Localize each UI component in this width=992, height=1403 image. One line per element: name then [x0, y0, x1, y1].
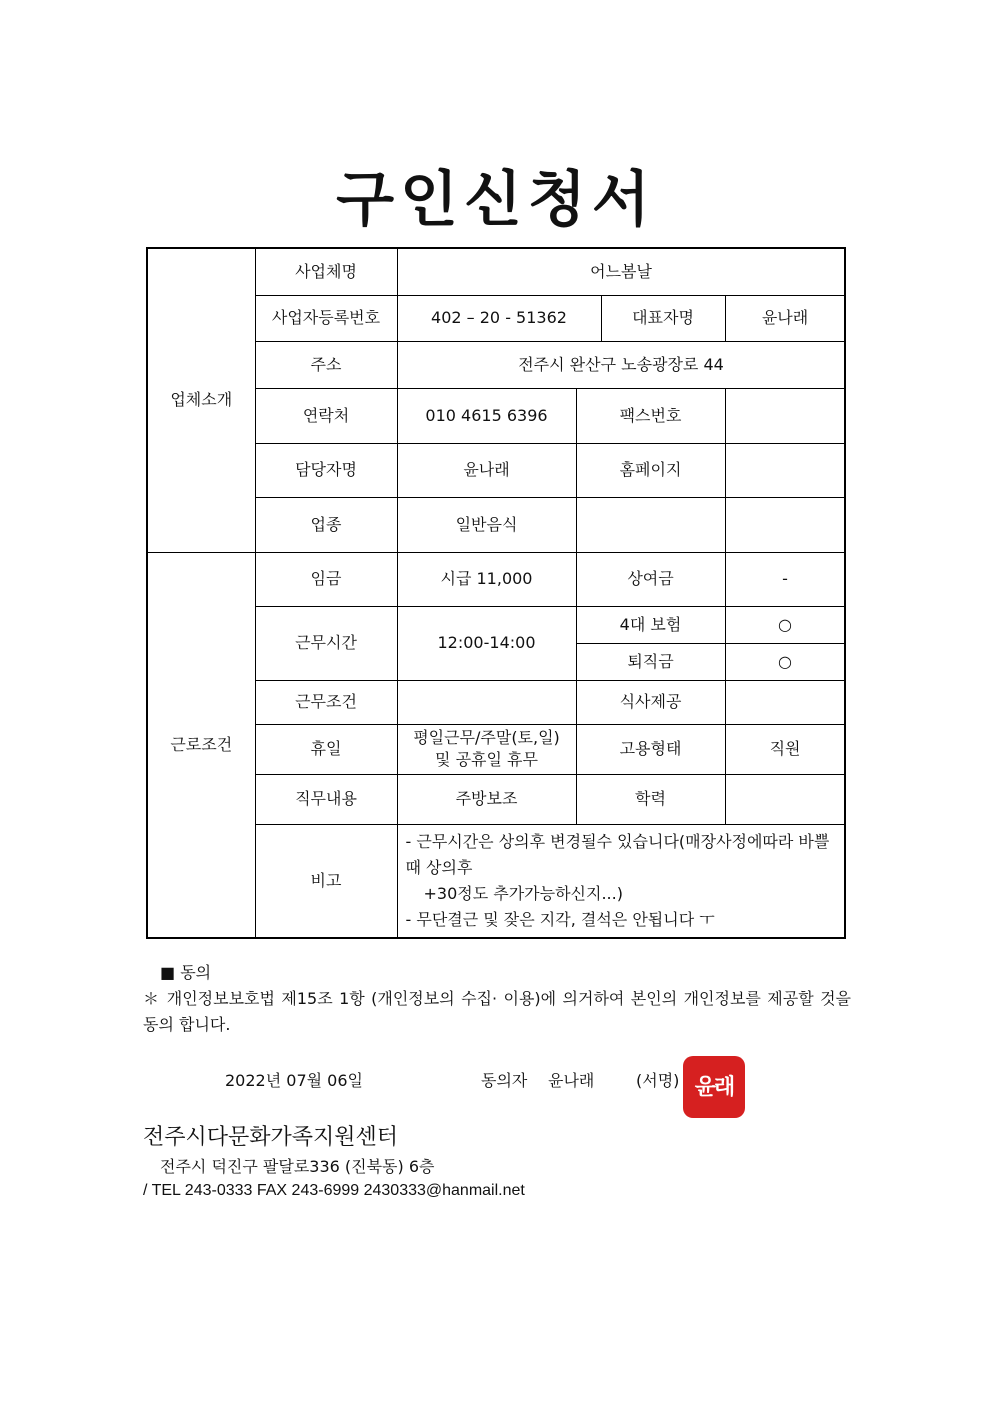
- remarks-value: [397, 824, 845, 938]
- center-name: 전주시다문화가족지원센터: [143, 1125, 399, 1150]
- work-conditions-label: 근무조건: [255, 680, 397, 724]
- work-hours-label: 근무시간: [255, 606, 397, 680]
- holiday-value: [397, 724, 576, 774]
- industry-value: 일반음식: [397, 497, 576, 552]
- conditions-section-label: 근로조건: [147, 552, 255, 938]
- fax-value: [725, 388, 845, 443]
- signature-seal-icon: 윤래: [683, 1056, 745, 1118]
- registration-number-value: 402 – 20 - 51362: [397, 295, 601, 341]
- bonus-value: -: [725, 552, 845, 606]
- insurance-value: ○: [725, 606, 845, 643]
- empty-cell: [576, 497, 725, 552]
- work-hours-value: 12:00-14:00: [397, 606, 576, 680]
- center-contact: / TEL 243-0333 FAX 243-6999 2430333@hanmail.net: [143, 1182, 525, 1199]
- wage-value: 시급 11,000: [397, 552, 576, 606]
- insurance-label: 4대 보험: [576, 606, 725, 643]
- wage-label: 임금: [255, 552, 397, 606]
- meal-value: [725, 680, 845, 724]
- signer-label: 동의자: [481, 1071, 528, 1090]
- empty-cell: [725, 497, 845, 552]
- fax-label: 팩스번호: [576, 388, 725, 443]
- consent-text: ＊ 개인정보보호법 제15조 1항 (개인정보의 수집· 이용)에 의거하여 본인의 개인정보를 제공할 것을 동의 합니다.: [143, 989, 851, 1034]
- address-value: 전주시 완산구 노송광장로 44: [397, 341, 845, 388]
- business-name-label: 사업체명: [255, 248, 397, 295]
- work-conditions-value: [397, 680, 576, 724]
- consent-date: 2022년 07월 06일: [225, 1071, 363, 1090]
- duty-label: 직무내용: [255, 774, 397, 824]
- business-name-value: 어느봄날: [397, 248, 845, 295]
- remarks-label: 비고: [255, 824, 397, 938]
- company-section-label: 업체소개: [147, 248, 255, 552]
- homepage-value: [725, 443, 845, 497]
- phone-label: 연락처: [255, 388, 397, 443]
- job-application-table: [146, 247, 846, 939]
- phone-value: 010 4615 6396: [397, 388, 576, 443]
- education-value: [725, 774, 845, 824]
- consent-heading: ■ 동의: [160, 963, 212, 982]
- severance-value: ○: [725, 643, 845, 680]
- representative-value: 윤나래: [725, 295, 845, 341]
- manager-label: 담당자명: [255, 443, 397, 497]
- employment-type-label: 고용형태: [576, 724, 725, 774]
- employment-type-value: 직원: [725, 724, 845, 774]
- center-address: 전주시 덕진구 팔달로336 (진북동) 6층: [160, 1157, 435, 1176]
- remarks-line-2: +30정도 추가가능하신지...): [423, 883, 623, 903]
- holiday-line-1: 평일근무/주말(토,일): [413, 728, 560, 747]
- industry-label: 업종: [255, 497, 397, 552]
- representative-label: 대표자명: [601, 295, 725, 341]
- remarks-line-3: - 무단결근 및 잦은 지각, 결석은 안됩니다 ㅜ: [405, 909, 715, 929]
- address-label: 주소: [255, 341, 397, 388]
- homepage-label: 홈페이지: [576, 443, 725, 497]
- manager-value: 윤나래: [397, 443, 576, 497]
- meal-label: 식사제공: [576, 680, 725, 724]
- duty-value: 주방보조: [397, 774, 576, 824]
- education-label: 학력: [576, 774, 725, 824]
- registration-number-label: 사업자등록번호: [255, 295, 397, 341]
- page-title: 구인신청서: [336, 165, 656, 235]
- severance-label: 퇴직금: [576, 643, 725, 680]
- holiday-line-2: 및 공휴일 휴무: [435, 750, 538, 769]
- signature-label: (서명): [636, 1071, 680, 1090]
- holiday-label: 휴일: [255, 724, 397, 774]
- signer-name: 윤나래: [548, 1071, 595, 1090]
- remarks-line-1: - 근무시간은 상의후 변경될수 있습니다(매장사정에따라 바쁠 때 상의후: [405, 831, 830, 877]
- bonus-label: 상여금: [576, 552, 725, 606]
